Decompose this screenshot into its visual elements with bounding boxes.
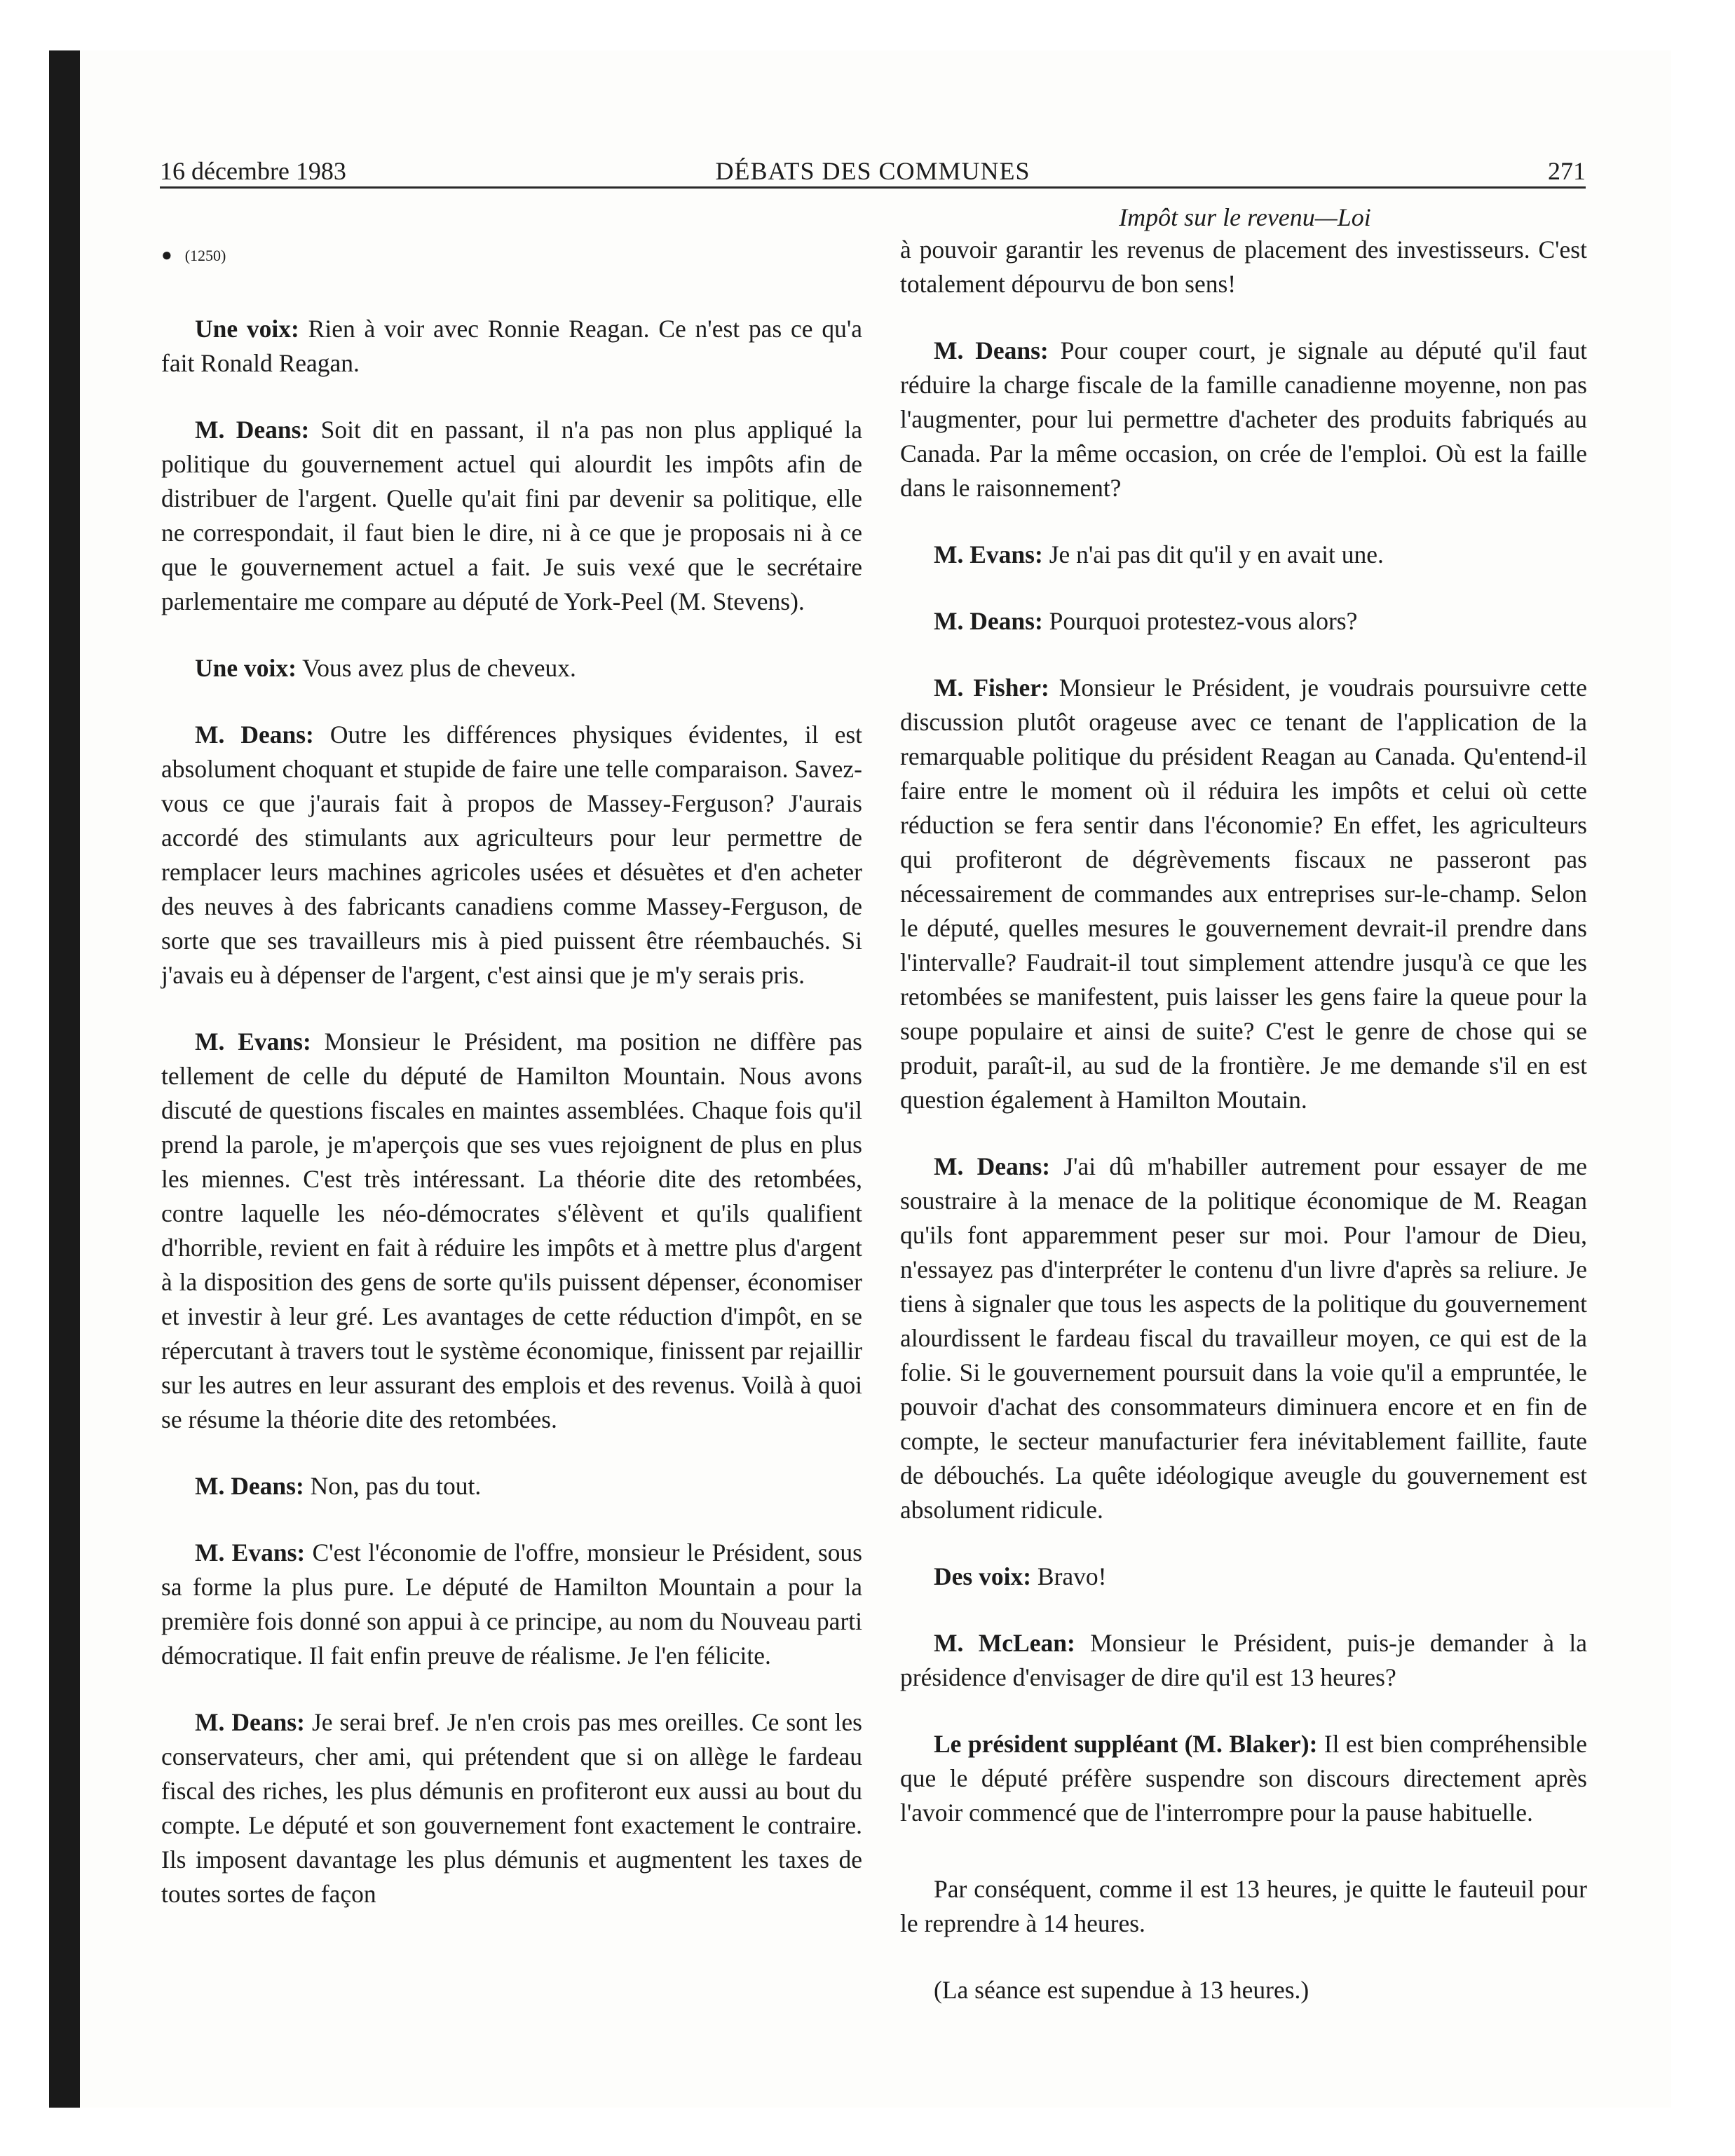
speech-text: Outre les différences physiques évidentes, il est absolument choquant et stupide de faire une telle comparaison. Savez-vous ce que j'aurais fait à propos de Massey-Ferguson? J'aurais accordé des stimulants aux agriculteurs pour leur permettre de remplacer leurs machines agricoles usées et désuètes et d'en acheter des neuves à des fabricants canadiens comme Massey-Ferguson, de sorte que ses travailleurs mis à pied puissent être réembauchés. Si j'avais eu à dépenser de l'argent, c'est ainsi que je m'y serais pris.: [161, 721, 863, 989]
speech-text: Il est bien compréhensible que le député préfère suspendre son discours directement après l'avoir commencé que de l'interrompre pour la pause habituelle.: [900, 1730, 1587, 1827]
page-number: 271: [1548, 157, 1586, 185]
speech-paragraph: [161, 651, 862, 685]
speech-text: Pour couper court, je signale au député qu'il faut réduire la charge fiscale de la famille canadienne moyenne, non pas l'augmenter, pour lui permettre d'acheter des produits fabriqués au Canada. Par la même occasion, on crée de l'emploi. Où est la faille dans le raisonnement?: [900, 336, 1588, 502]
header-date: 16 décembre 1983: [160, 157, 346, 185]
right-column: [900, 233, 1587, 2040]
speech-paragraph: [161, 1705, 862, 1911]
speech-paragraph: [900, 1149, 1587, 1527]
speaker-name: M. Deans:: [195, 721, 314, 749]
speech-paragraph: [900, 538, 1587, 572]
speaker-name: M. Evans:: [195, 1538, 306, 1567]
speech-paragraph: [900, 334, 1587, 505]
closing-paragraph: Par conséquent, comme il est 13 heures, je quitte le fauteuil pour le reprendre à 14 heures.: [900, 1875, 1587, 1937]
sitting-suspended-note: (La séance est supendue à 13 heures.): [934, 1976, 1309, 2004]
speaker-name: M. Evans:: [195, 1028, 311, 1056]
speech-text: C'est l'économie de l'offre, monsieur le Président, sous sa forme la plus pure. Le député de Hamilton Mountain a pour la première fois donné son appui à ce principe, au nom du Nouveau parti démocratique. Il fait enfin preuve de réalisme. Je l'en félicite.: [161, 1538, 862, 1670]
speech-paragraph: [161, 1025, 862, 1437]
speech-text: Monsieur le Président, je voudrais poursuivre cette discussion plutôt orageuse avec ce tenant de l'application de la remarquable politique du président Reagan au Canada. Qu'entend-il faire entre le moment où il réduira les impôts et celui où cette réduction se fera sentir dans l'économie? En effet, les agriculteurs qui profiteront de dégrèvements fiscaux ne passeront pas nécessairement de commandes aux entreprises sur-le-champ. Selon le député, quelles mesures le gouvernement devrait-il prendre dans l'intervalle? Faudrait-il tout simplement attendre jusqu'à ce que les retombées se manifestent, puis laisser les gens faire la queue pour la soupe populaire et ainsi de suite? C'est le genre de chose qui se produit, paraît-il, au sud de la frontière. Je me demande s'il en est question également à Hamilton Moutain.: [900, 674, 1587, 1114]
speaker-name: M. Deans:: [195, 416, 310, 444]
speech-text: Monsieur le Président, ma position ne diffère pas tellement de celle du député de Hamilton Mountain. Nous avons discuté de questions fiscales en maintes assemblées. Chaque fois qu'il prend la parole, je m'aperçois que ses vues rejoignent de plus en plus les miennes. C'est très intéressant. La théorie dite des retombées, contre laquelle les néo-démocrates s'élèvent et qu'ils qualifient d'horrible, revient en fait à réduire les impôts et à mettre plus d'argent à la disposition des gens de sorte qu'ils puissent dépenser, économiser et investir à leur gré. Les avantages de cette réduction d'impôt, en se répercutant à travers tout le système économique, finissent par rejaillir sur les autres en leur assurant des emplois et des revenus. Voilà à quoi se résume la théorie dite des retombées.: [161, 1028, 862, 1433]
speech-text: Rien à voir avec Ronnie Reagan. Ce n'est pas ce qu'a fait Ronald Reagan.: [161, 315, 862, 377]
speech-text: Soit dit en passant, il n'a pas non plus appliqué la politique du gouvernement actuel qui alourdit les impôts afin de distribuer de l'argent. Quelle qu'ait fini par devenir sa politique, elle ne correspondait, il faut bien le dire, ni à ce que je proposais ni à ce que le gouvernement actuel a fait. Je suis vexé que le secrétaire parlementaire me compare au député de York-Peel (M. Stevens).: [161, 416, 862, 615]
speech-paragraph: [161, 718, 862, 992]
speech-paragraph: [900, 1727, 1587, 1830]
speaker-name: M. Deans:: [195, 1472, 304, 1500]
speech-paragraph: [900, 604, 1587, 639]
continuation-text: à pouvoir garantir les revenus de placement des investisseurs. C'est totalement dépourvu de bon sens!: [900, 236, 1587, 298]
speech-paragraph: [161, 1536, 862, 1673]
speaker-name: Une voix:: [195, 315, 299, 343]
speech-text: Pourquoi protestez-vous alors?: [1042, 607, 1358, 635]
speech-paragraph: [161, 312, 862, 381]
speaker-name: Une voix:: [195, 654, 297, 682]
scan-edge: [49, 50, 80, 2108]
header-title: DÉBATS DES COMMUNES: [715, 157, 1030, 185]
speech-paragraph: [161, 1469, 862, 1503]
speaker-name: M. Evans:: [934, 540, 1043, 568]
header-rule: [160, 186, 1586, 189]
speaker-name: M. Deans:: [195, 1708, 305, 1736]
speech-text: Bravo!: [1031, 1562, 1107, 1590]
speaker-name: M. Fisher:: [934, 674, 1049, 702]
speech-text: Je serai bref. Je n'en crois pas mes oreilles. Ce sont les conservateurs, cher ami, qui prétendent que si on allège le fardeau fiscal des riches, les plus démunis en profiteront eux aussi au bout du compte. Le député et son gouvernement font exactement le contraire. Ils imposent davantage les plus démunis et augmentent les taxes de toutes sortes de façon: [161, 1708, 863, 1908]
speech-paragraph: [161, 413, 862, 619]
speech-paragraph: [900, 671, 1587, 1117]
speech-text: Monsieur le Président, puis-je demander à la présidence d'envisager de dire qu'il est 13 heures?: [900, 1629, 1587, 1691]
speaker-name: Le président suppléant (M. Blaker):: [934, 1730, 1318, 1758]
speech-text: Vous avez plus de cheveux.: [296, 654, 576, 682]
speech-text: J'ai dû m'habiller autrement pour essayer de me soustraire à la menace de la politique économique de M. Reagan qu'ils font apparemment peser sur moi. Pour l'amour de Dieu, n'essayez pas d'interpréter le contenu d'un livre d'après sa reliure. Je tiens à signaler que tous les aspects de la politique du gouvernement alourdissent le fardeau fiscal du travailleur moyen, ce qui est de la folie. Si le gouvernement poursuit dans la voie qu'il a empruntée, le pouvoir d'achat des consommateurs diminuera encore et en fin de compte, le secteur manufacturier fera inévitablement faillite, faute de débouchés. La quête idéologique aveugle du gouvernement est absolument ridicule.: [900, 1152, 1587, 1524]
speech-text: Non, pas du tout.: [304, 1472, 482, 1500]
left-column: [161, 241, 862, 1944]
speaker-name: Des voix:: [934, 1562, 1032, 1590]
speaker-name: M. Deans:: [934, 1152, 1051, 1180]
speech-text: Je n'ai pas dit qu'il y en avait une.: [1042, 540, 1384, 568]
speech-paragraph: [900, 1626, 1587, 1695]
section-subheading: Impôt sur le revenu—Loi: [1119, 203, 1371, 231]
time-marker: ● (1250): [161, 245, 226, 265]
speaker-name: M. Deans:: [934, 336, 1049, 364]
page-header: [160, 153, 1586, 189]
bullet-icon: ●: [161, 245, 172, 265]
speaker-name: M. McLean:: [934, 1629, 1075, 1657]
speaker-name: M. Deans:: [934, 607, 1043, 635]
speech-paragraph: [900, 1560, 1587, 1594]
